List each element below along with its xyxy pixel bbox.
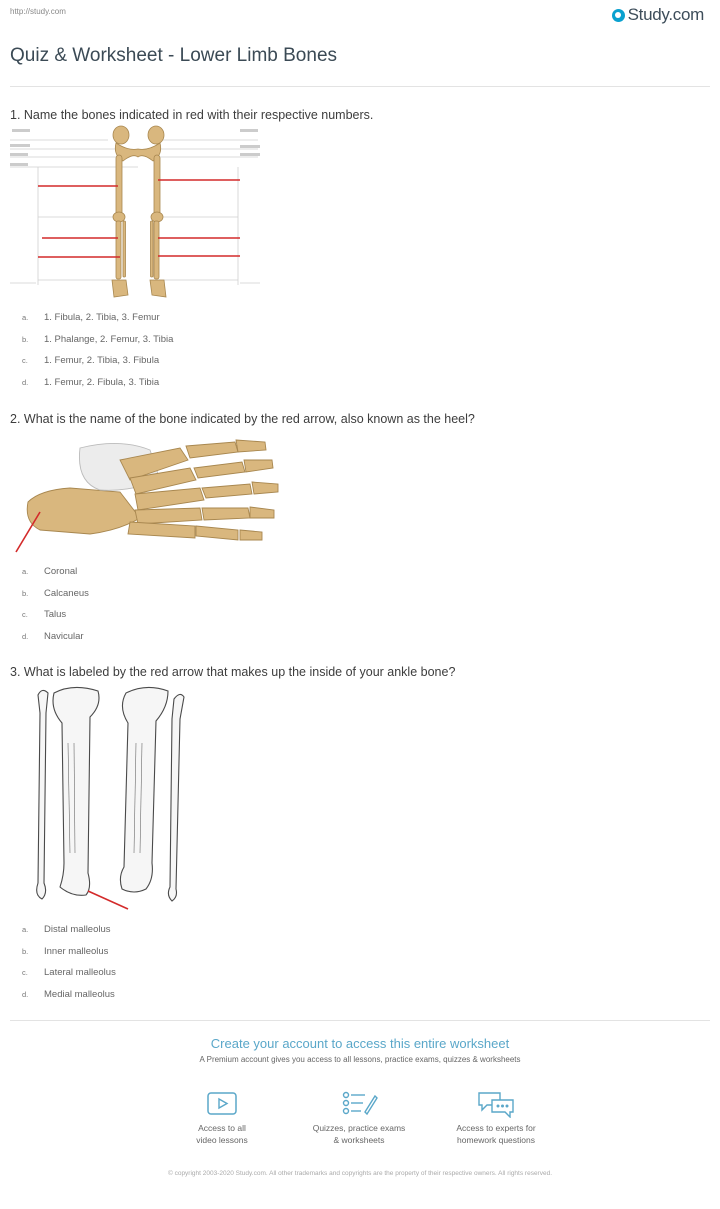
- tibia-fibula-figure: [28, 683, 193, 915]
- question-3-options: [22, 919, 116, 1005]
- study-logo[interactable]: [612, 5, 704, 25]
- leg-skeleton-figure: [8, 125, 264, 303]
- question-1-options: [22, 307, 173, 393]
- divider: [10, 86, 710, 87]
- divider: [10, 1020, 710, 1021]
- option-3a[interactable]: a. Distal malleolus: [22, 924, 111, 936]
- study-logo-icon: [612, 9, 625, 22]
- source-url: http://study.com: [10, 7, 66, 16]
- quiz-checklist-icon: [339, 1090, 379, 1118]
- question-2: 2. What is the name of the bone indicated by the red arrow, also known as the heel?: [10, 412, 475, 426]
- premium-description: A Premium account gives you access to all lessons, practice exams, quizzes & worksheets: [199, 1055, 521, 1064]
- option-2b[interactable]: b. Calcaneus: [22, 587, 89, 599]
- study-logo-text: Study.com: [627, 5, 704, 24]
- option-1a[interactable]: a. 1. Fibula, 2. Tibia, 3. Femur: [22, 312, 160, 324]
- foot-skeleton-figure: [10, 430, 290, 555]
- option-2a[interactable]: a. Coronal: [22, 566, 78, 578]
- question-2-options: [22, 561, 89, 647]
- video-lesson-icon: [205, 1090, 239, 1118]
- feature-video-lessons: Access to all video lessons: [162, 1090, 282, 1146]
- chat-bubbles-icon: [476, 1090, 516, 1118]
- option-1c[interactable]: c. 1. Femur, 2. Tibia, 3. Fibula: [22, 355, 160, 367]
- option-2c[interactable]: c. Talus: [22, 609, 67, 621]
- feature-quizzes: Quizzes, practice exams & worksheets: [299, 1090, 419, 1146]
- question-3: 3. What is labeled by the red arrow that makes up the inside of your ankle bone?: [10, 665, 456, 679]
- feature-experts: Access to experts for homework questions: [436, 1090, 556, 1146]
- option-3c[interactable]: c. Lateral malleolus: [22, 967, 116, 979]
- option-1b[interactable]: b. 1. Phalange, 2. Femur, 3. Tibia: [22, 333, 174, 345]
- create-account-link[interactable]: Create your account to access this entire worksheet: [210, 1036, 510, 1051]
- copyright-notice: © copyright 2003-2020 Study.com. All other trademarks and copyrights are the property of their respective owners. All rights reserved.: [167, 1170, 553, 1177]
- option-3b[interactable]: b. Inner malleolus: [22, 945, 109, 957]
- option-1d[interactable]: d. 1. Femur, 2. Fibula, 3. Tibia: [22, 376, 160, 388]
- question-1: 1. Name the bones indicated in red with their respective numbers.: [10, 108, 374, 122]
- option-3d[interactable]: d. Medial malleolus: [22, 988, 115, 1000]
- page-title: Quiz & Worksheet - Lower Limb Bones: [10, 45, 338, 66]
- option-2d[interactable]: d. Navicular: [22, 630, 84, 642]
